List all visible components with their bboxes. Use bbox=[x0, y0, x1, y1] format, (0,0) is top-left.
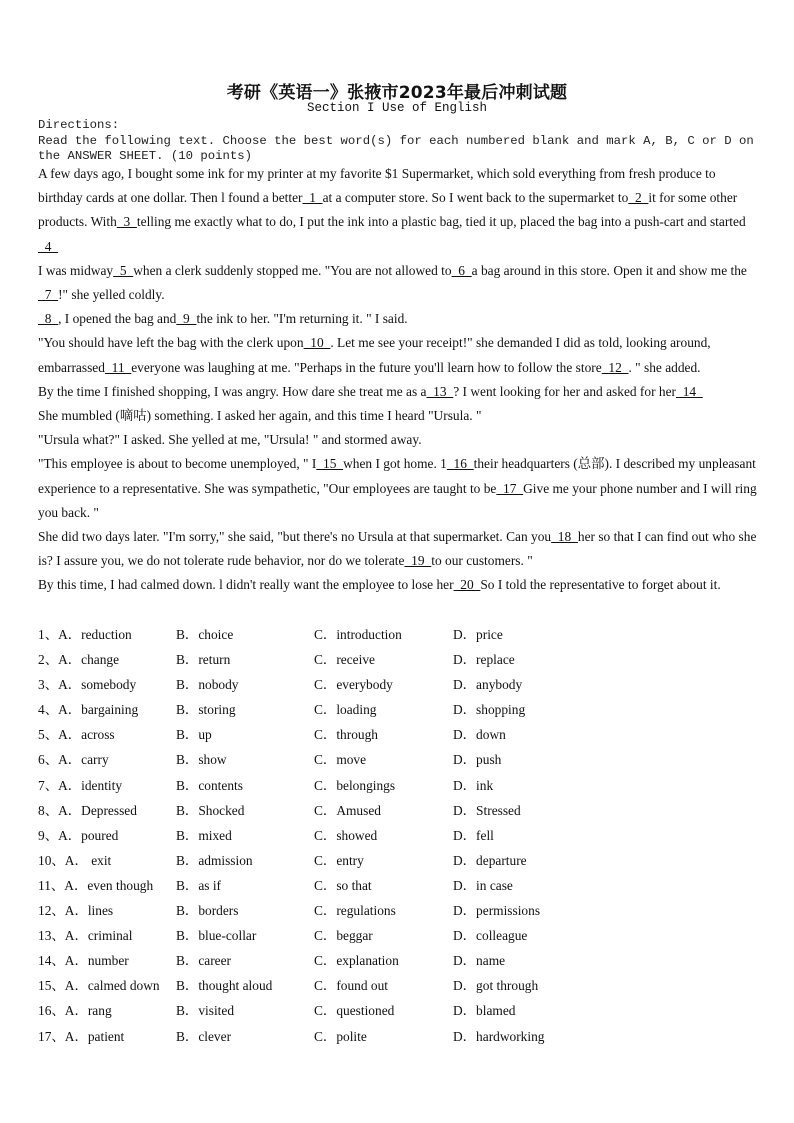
passage-text: when a clerk suddenly stopped me. "You are not allowed to bbox=[133, 262, 452, 278]
blank-1: 1 bbox=[302, 190, 323, 206]
option-c: C．Amused bbox=[314, 802, 381, 818]
blank-8: 8 bbox=[38, 311, 59, 327]
question-row-9 bbox=[38, 823, 758, 848]
option-b: B．clever bbox=[176, 1028, 232, 1044]
cloze-passage bbox=[38, 162, 758, 598]
option-a: 17、A．patient bbox=[38, 1028, 125, 1044]
blank-13: 13 bbox=[426, 383, 454, 399]
option-a: 16、A．rang bbox=[38, 1003, 112, 1019]
question-row-11 bbox=[38, 873, 758, 898]
blank-18: 18 bbox=[551, 529, 578, 545]
option-c: C．receive bbox=[314, 652, 375, 668]
option-a: 14、A．number bbox=[38, 953, 129, 969]
passage-text: "Ursula what?" I asked. She yelled at me, "Ursula! " and stormed away. bbox=[38, 432, 422, 448]
question-row-1 bbox=[38, 622, 758, 647]
passage-text: . " she added. bbox=[628, 359, 701, 375]
blank-11: 11 bbox=[104, 359, 132, 375]
option-a: 1、A．reduction bbox=[38, 627, 132, 642]
option-b: B．blue-collar bbox=[176, 928, 257, 944]
passage-text: to our customers. " bbox=[431, 553, 533, 569]
option-b: B．Shocked bbox=[176, 802, 245, 818]
option-b: B．thought aloud bbox=[176, 978, 273, 994]
passage-text: it for some other products. With bbox=[38, 190, 738, 230]
blank-5: 5 bbox=[113, 262, 134, 278]
option-a: 9、A．poured bbox=[38, 827, 119, 843]
passage-text: By this time, I had calmed down. l didn't really want the employee to lose her bbox=[38, 577, 454, 593]
option-a: 8、A．Depressed bbox=[38, 802, 137, 818]
question-row-13 bbox=[38, 923, 758, 948]
passage-paragraph bbox=[38, 259, 758, 307]
option-a: 7、A．identity bbox=[38, 777, 123, 793]
passage-text: telling me exactly what to do, I put the ink into a plastic bag, tied it up, placed the bag into a push-cart and started bbox=[136, 214, 746, 230]
passage-paragraph bbox=[38, 525, 758, 573]
passage-text: "This employee is about to become unemployed, " I bbox=[38, 456, 317, 472]
blank-16: 16 bbox=[446, 456, 474, 472]
directions-label: Directions: bbox=[38, 118, 120, 132]
option-c: C．belongings bbox=[314, 777, 396, 793]
passage-text: when I got home. 1 bbox=[343, 456, 447, 472]
option-d: D．in case bbox=[453, 877, 513, 893]
option-d: D．blamed bbox=[453, 1003, 516, 1019]
option-d: D．down bbox=[453, 727, 506, 743]
option-c: C．questioned bbox=[314, 1003, 395, 1019]
option-a: 12、A．lines bbox=[38, 903, 114, 919]
blank-9: 9 bbox=[176, 311, 197, 327]
option-c: C．everybody bbox=[314, 677, 393, 693]
blank-19: 19 bbox=[404, 553, 432, 569]
passage-paragraph bbox=[38, 404, 758, 428]
blank-15: 15 bbox=[316, 456, 344, 472]
option-c: C．entry bbox=[314, 852, 364, 868]
option-c: C．through bbox=[314, 727, 378, 743]
passage-text: everyone was laughing at me. "Perhaps in the future you'll learn how to follow the store bbox=[131, 359, 602, 375]
passage-text: A few days ago, I bought some ink for my printer at my favorite $1 Supermarket, which sold everything from fresh produce to birthday cards at one dollar. Then l found a better bbox=[38, 166, 716, 206]
option-b: B．return bbox=[176, 652, 231, 668]
option-a: 4、A．bargaining bbox=[38, 702, 139, 718]
blank-2: 2 bbox=[628, 190, 649, 206]
question-row-15 bbox=[38, 973, 758, 998]
option-b: B．nobody bbox=[176, 677, 239, 693]
blank-12: 12 bbox=[601, 359, 629, 375]
option-c: C．introduction bbox=[314, 627, 402, 642]
question-row-7 bbox=[38, 773, 758, 798]
option-d: D．name bbox=[453, 953, 506, 969]
option-d: D．replace bbox=[453, 652, 515, 668]
passage-text: her so that I can find out who she is? I assure you, we do not tolerate rude behavior, nor do we tolerate bbox=[38, 529, 757, 569]
option-d: D．anybody bbox=[453, 677, 523, 693]
passage-text: By the time I finished shopping, I was angry. How dare she treat me as a bbox=[38, 383, 427, 399]
option-b: B．mixed bbox=[176, 827, 232, 843]
blank-6: 6 bbox=[451, 262, 472, 278]
option-b: B．choice bbox=[176, 627, 234, 642]
question-row-14 bbox=[38, 948, 758, 973]
passage-text: She did two days later. "I'm sorry," she said, "but there's no Ursula at that supermarket. Can you bbox=[38, 529, 552, 545]
passage-text: !" she yelled coldly. bbox=[58, 287, 165, 303]
passage-paragraph bbox=[38, 428, 758, 452]
question-row-10 bbox=[38, 848, 758, 873]
passage-text: , I opened the bag and bbox=[58, 311, 177, 327]
option-d: D．got through bbox=[453, 978, 539, 994]
blank-3: 3 bbox=[116, 214, 137, 230]
passage-paragraph bbox=[38, 452, 758, 525]
blank-14: 14 bbox=[676, 383, 703, 399]
option-b: B．career bbox=[176, 953, 232, 969]
option-d: D．Stressed bbox=[453, 802, 521, 818]
option-d: D．fell bbox=[453, 827, 494, 843]
passage-text: She mumbled (嘀咕) something. I asked her again, and this time I heard "Ursula. " bbox=[38, 408, 482, 424]
option-b: B．as if bbox=[176, 877, 222, 893]
option-d: D．shopping bbox=[453, 702, 526, 718]
blank-10: 10 bbox=[303, 335, 331, 351]
option-a: 6、A．carry bbox=[38, 752, 109, 768]
option-a: 2、A．change bbox=[38, 652, 120, 668]
option-c: C．found out bbox=[314, 978, 389, 994]
question-row-2 bbox=[38, 647, 758, 672]
question-row-3 bbox=[38, 672, 758, 697]
page-title: 考研《英语一》张掖市2023年最后冲刺试题 bbox=[226, 83, 568, 103]
option-a: 11、A．even though bbox=[38, 877, 154, 893]
question-row-5 bbox=[38, 722, 758, 747]
blank-4: 4 bbox=[38, 238, 59, 254]
blank-7: 7 bbox=[38, 287, 59, 303]
passage-text: a bag around in this store. Open it and show me the bbox=[471, 262, 747, 278]
option-c: C．beggar bbox=[314, 928, 373, 944]
passage-text: ? I went looking for her and asked for her bbox=[453, 383, 676, 399]
option-b: B．borders bbox=[176, 903, 239, 919]
passage-text: their headquarters (总部). I described my unpleasant experience to a representative. She was sympathetic, "Our employees are taught to be bbox=[38, 456, 756, 496]
option-d: D．colleague bbox=[453, 928, 528, 944]
blank-20: 20 bbox=[453, 577, 481, 593]
passage-text: Give me your phone number and I will ring you back. " bbox=[38, 480, 757, 520]
passage-paragraph bbox=[38, 162, 758, 259]
question-row-12 bbox=[38, 898, 758, 923]
section-heading: Section I Use of English bbox=[306, 101, 488, 115]
passage-paragraph bbox=[38, 573, 758, 597]
option-c: C．polite bbox=[314, 1028, 367, 1044]
option-a: 15、A．calmed down bbox=[38, 978, 160, 994]
question-row-4 bbox=[38, 697, 758, 722]
passage-paragraph bbox=[38, 331, 758, 379]
passage-text: So I told the representative to forget about it. bbox=[480, 577, 721, 593]
question-row-17 bbox=[38, 1024, 758, 1049]
passage-paragraph bbox=[38, 380, 758, 404]
option-d: D．price bbox=[453, 627, 503, 642]
option-c: C．move bbox=[314, 752, 367, 768]
option-a: 3、A．somebody bbox=[38, 677, 137, 693]
option-d: D．push bbox=[453, 752, 502, 768]
passage-paragraph bbox=[38, 307, 758, 331]
option-b: B．visited bbox=[176, 1003, 235, 1019]
option-c: C．regulations bbox=[314, 903, 396, 919]
blank-17: 17 bbox=[496, 480, 524, 496]
option-c: C．loading bbox=[314, 702, 377, 718]
passage-text: "You should have left the bag with the clerk upon bbox=[38, 335, 304, 351]
option-b: B．admission bbox=[176, 852, 253, 868]
option-c: C．explanation bbox=[314, 953, 399, 969]
question-row-6 bbox=[38, 747, 758, 772]
passage-text: the ink to her. "I'm returning it. " I said. bbox=[196, 311, 408, 327]
option-d: D．hardworking bbox=[453, 1028, 545, 1044]
option-d: D．permissions bbox=[453, 903, 541, 919]
answer-options bbox=[38, 622, 758, 1049]
option-d: D．ink bbox=[453, 777, 494, 793]
option-c: C．showed bbox=[314, 827, 378, 843]
passage-text: at a computer store. So I went back to the supermarket to bbox=[322, 190, 629, 206]
passage-text: I was midway bbox=[38, 262, 114, 278]
directions-text: Read the following text. Choose the best word(s) for each numbered blank and mark A, B, C or D on the ANSWER SHEET. (10 points) bbox=[38, 134, 754, 163]
option-a: 10、A． exit bbox=[38, 852, 112, 868]
question-row-8 bbox=[38, 798, 758, 823]
option-b: B．storing bbox=[176, 702, 236, 718]
option-a: 13、A．criminal bbox=[38, 928, 133, 944]
option-a: 5、A．across bbox=[38, 727, 115, 743]
option-b: B．contents bbox=[176, 777, 243, 793]
passage-text: . Let me see your receipt!" she demanded I did as told, looking around, embarrassed bbox=[38, 335, 711, 375]
option-b: B．up bbox=[176, 727, 212, 743]
option-b: B．show bbox=[176, 752, 227, 768]
question-row-16 bbox=[38, 998, 758, 1023]
option-d: D．departure bbox=[453, 852, 527, 868]
option-c: C．so that bbox=[314, 877, 372, 893]
